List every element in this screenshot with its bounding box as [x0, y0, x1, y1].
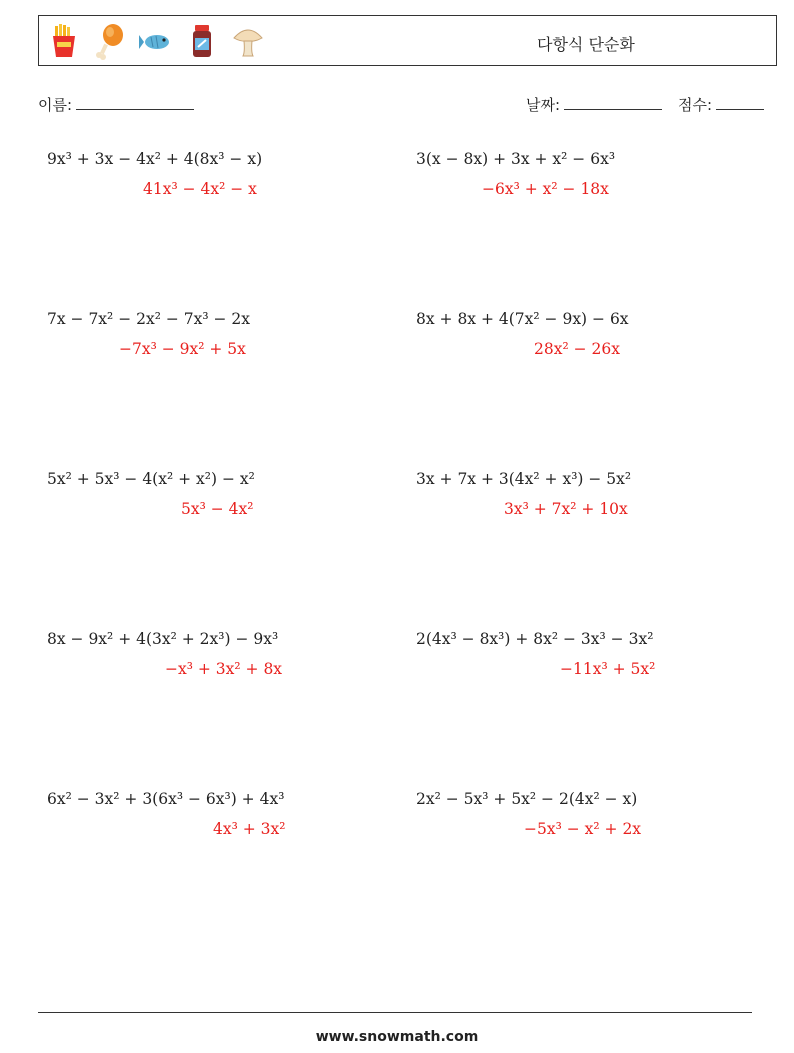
problem-7 [47, 630, 387, 678]
problem-3 [47, 310, 387, 358]
footer-url[interactable]: www.snowmath.com [315, 1029, 479, 1045]
fish-icon [139, 22, 173, 60]
problem-expression: 6x² − 3x² + 3(6x³ − 6x³) + 4x³ [47, 790, 285, 808]
problem-expression: 7x − 7x² − 2x² − 7x³ − 2x [47, 310, 251, 328]
problem-answer: −6x³ + x² − 18x [482, 180, 609, 198]
score-label: 점수: [678, 96, 713, 114]
problem-9 [47, 790, 387, 838]
problem-answer: −x³ + 3x² + 8x [165, 660, 283, 678]
name-label: 이름: [38, 96, 73, 114]
problem-answer: 41x³ − 4x² − x [143, 180, 257, 198]
problem-expression: 3x + 7x + 3(4x² + x³) − 5x² [416, 470, 632, 488]
problem-expression: 3(x − 8x) + 3x + x² − 6x³ [416, 150, 616, 168]
problem-answer: 5x³ − 4x² [181, 500, 254, 518]
problem-answer: 4x³ + 3x² [213, 820, 286, 838]
mushroom-icon [231, 22, 265, 60]
score-field[interactable] [678, 94, 764, 115]
problem-2 [416, 150, 756, 198]
name-blank[interactable] [76, 95, 194, 110]
problem-expression: 5x² + 5x³ − 4(x² + x²) − x² [47, 470, 255, 488]
problem-5 [47, 470, 387, 518]
date-blank[interactable] [564, 95, 662, 110]
problem-4 [416, 310, 756, 358]
problem-expression: 2(4x³ − 8x³) + 8x² − 3x³ − 3x² [416, 630, 654, 648]
name-field[interactable] [38, 94, 194, 115]
problem-expression: 2x² − 5x³ + 5x² − 2(4x² − x) [416, 790, 638, 808]
problem-expression: 9x³ + 3x − 4x² + 4(8x³ − x) [47, 150, 263, 168]
problem-expression: 8x + 8x + 4(7x² − 9x) − 6x [416, 310, 629, 328]
date-field[interactable] [526, 94, 662, 115]
chicken-drumstick-icon [93, 22, 127, 60]
problem-1 [47, 150, 387, 198]
worksheet-header [38, 15, 777, 66]
problem-expression: 8x − 9x² + 4(3x² + 2x³) − 9x³ [47, 630, 279, 648]
problem-answer: 28x² − 26x [534, 340, 620, 358]
problem-8 [416, 630, 756, 678]
problem-answer: −5x³ − x² + 2x [524, 820, 642, 838]
problem-answer: −7x³ − 9x² + 5x [119, 340, 246, 358]
footer-divider [38, 1012, 752, 1013]
problem-answer: 3x³ + 7x² + 10x [504, 500, 628, 518]
jar-icon [185, 22, 219, 60]
french-fries-icon [47, 22, 81, 60]
problem-answer: −11x³ + 5x² [560, 660, 656, 678]
problem-10 [416, 790, 756, 838]
worksheet-title: 다항식 단순화 [537, 35, 635, 54]
icon-row [47, 22, 265, 60]
problem-6 [416, 470, 756, 518]
date-label: 날짜: [526, 96, 561, 114]
score-blank[interactable] [716, 95, 764, 110]
